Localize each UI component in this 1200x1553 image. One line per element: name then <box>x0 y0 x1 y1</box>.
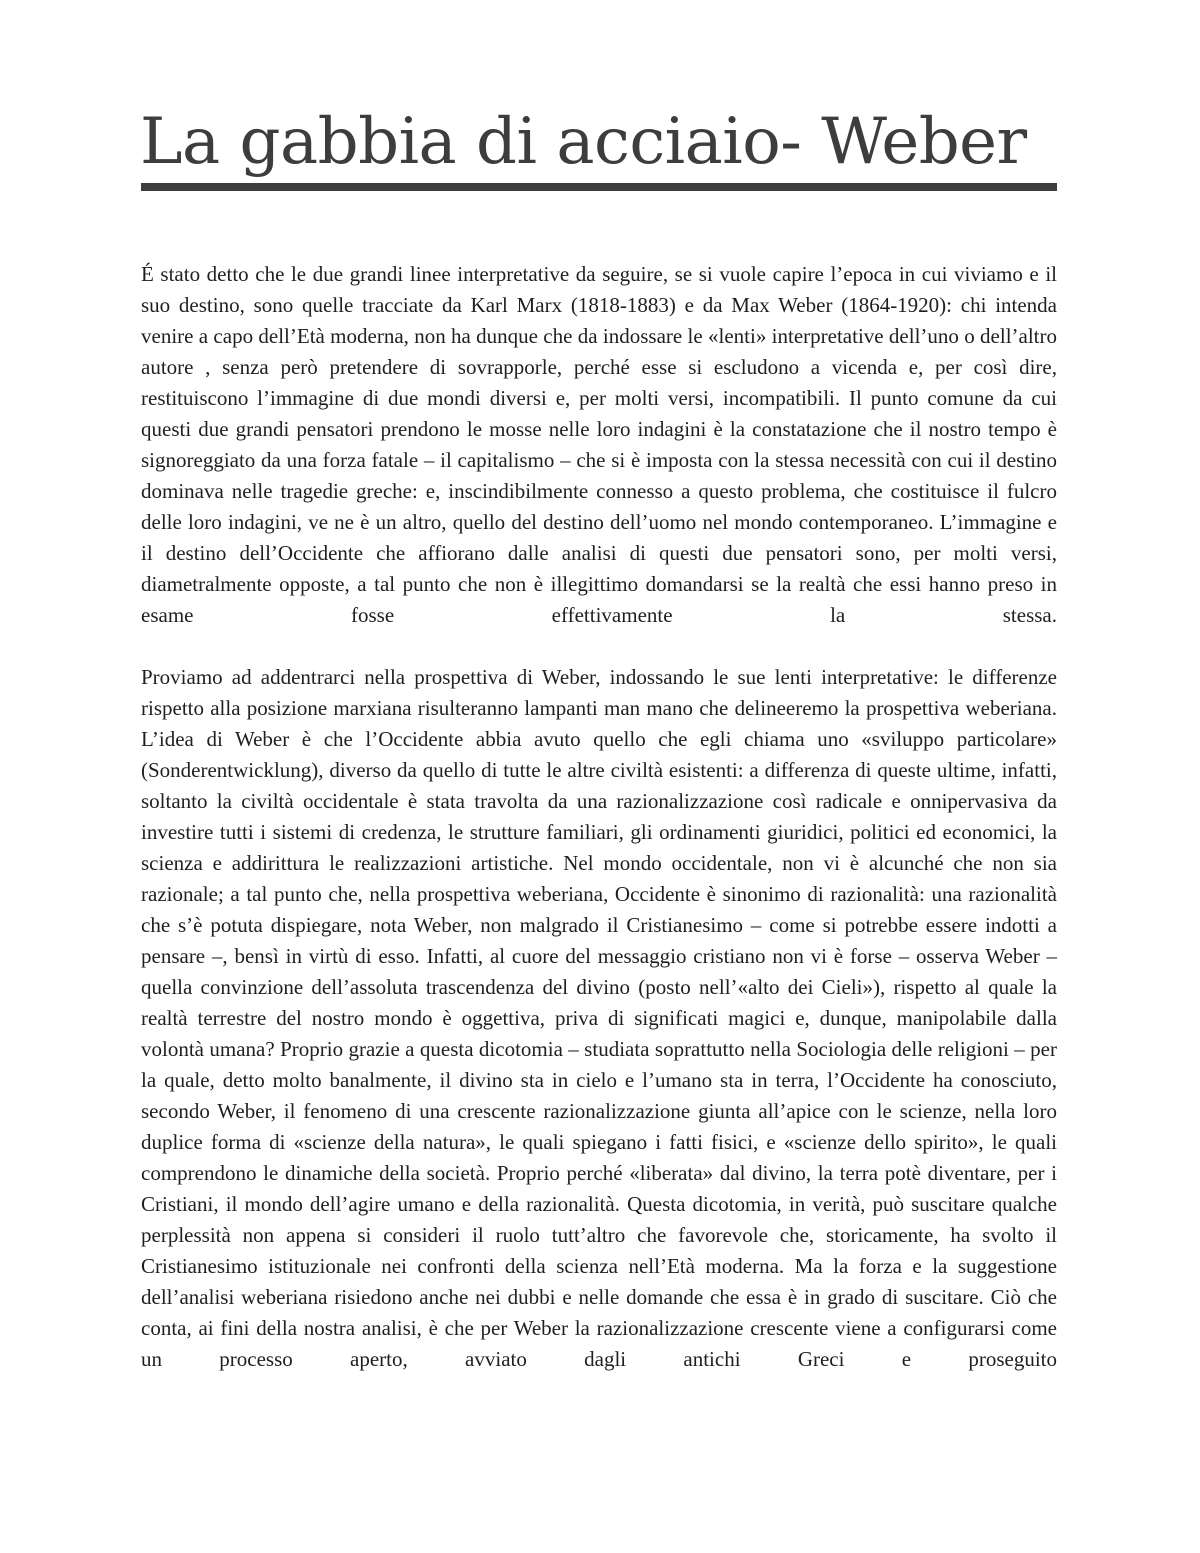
paragraph-intro: É stato detto che le due grandi linee interpretative da seguire, se si vuole capire l’epoca in cui viviamo e il suo destino, sono quelle tracciate da Karl Marx (1818-1883) e da Max Weber (1864-1920): chi intenda venire a capo dell’Età moderna, non ha dunque che da indossare le «lenti» interpretative dell’uno o dell’altro autore , senza però pretendere di sovrapporle, perché esse si escludono a vicenda e, per così dire, restituiscono l’immagine di due mondi diversi e, per molti versi, incompatibili. Il punto comune da cui questi due grandi pensatori prendono le mosse nelle loro indagini è la constatazione che il nostro tempo è signoreggiato da una forza fatale – il capitalismo – che si è imposta con la stessa necessità con cui il destino dominava nelle tragedie greche: e, inscindibilmente connesso a questo problema, che costituisce il fulcro delle loro indagini, ve ne è un altro, quello del destino dell’uomo nel mondo contemporaneo. L’immagine e il destino dell’Occidente che affiorano dalle analisi di questi due pensatori sono, per molti versi, diametralmente opposte, a tal punto che non è illegittimo domandarsi se la realtà che essi hanno preso in esame fosse effettivamente la stessa. <box>141 262 1057 627</box>
title-underline-rule <box>141 183 1057 191</box>
document-body <box>141 259 1057 1375</box>
document-title: La gabbia di acciaio- Weber <box>140 105 1027 179</box>
paragraph-weber-perspective: Proviamo ad addentrarci nella prospettiva di Weber, indossando le sue lenti interpretative: le differenze rispetto alla posizione marxiana risulteranno lampanti man mano che delineeremo la prospettiva weberiana. L’idea di Weber è che l’Occidente abbia avuto quello che egli chiama uno «sviluppo particolare» (Sonderentwicklung), diverso da quello di tutte le altre civiltà esistenti: a differenza di queste ultime, infatti, soltanto la civiltà occidentale è stata travolta da una razionalizzazione così radicale e onnipervasiva da investire tutti i sistemi di credenza, le strutture familiari, gli ordinamenti giuridici, politici ed economici, la scienza e addirittura le realizzazioni artistiche. Nel mondo occidentale, non vi è alcunché che non sia razionale; a tal punto che, nella prospettiva weberiana, Occidente è sinonimo di razionalità: una razionalità che s’è potuta dispiegare, nota Weber, non malgrado il Cristianesimo – come si potrebbe essere indotti a pensare –, bensì in virtù di esso. Infatti, al cuore del messaggio cristiano non vi è forse – osserva Weber – quella convinzione dell’assoluta trascendenza del divino (posto nell’«alto dei Cieli»), rispetto al quale la realtà terrestre del nostro mondo è oggettiva, priva di significati magici e, dunque, manipolabile dalla volontà umana? Proprio grazie a questa dicotomia – studiata soprattutto nella Sociologia delle religioni – per la quale, detto molto banalmente, il divino sta in cielo e l’umano sta in terra, l’Occidente ha conosciuto, secondo Weber, il fenomeno di una crescente razionalizzazione giunta all’apice con le scienze, nella loro duplice forma di «scienze della natura», le quali spiegano i fatti fisici, e «scienze dello spirito», le quali comprendono le dinamiche della società. Proprio perché «liberata» dal divino, la terra potè diventare, per i Cristiani, il mondo dell’agire umano e della razionalità. Questa dicotomia, in verità, può suscitare qualche perplessità non appena si consideri il ruolo tutt’altro che favorevole che, storicamente, ha svolto il Cristianesimo istituzionale nei confronti della scienza nell’Età moderna. Ma la forza e la suggestione dell’analisi weberiana risiedono anche nei dubbi e nelle domande che essa è in grado di suscitare. Ciò che conta, ai fini della nostra analisi, è che per Weber la razionalizzazione crescente viene a configurarsi come un processo aperto, avviato dagli antichi Greci e proseguito <box>141 665 1057 1371</box>
